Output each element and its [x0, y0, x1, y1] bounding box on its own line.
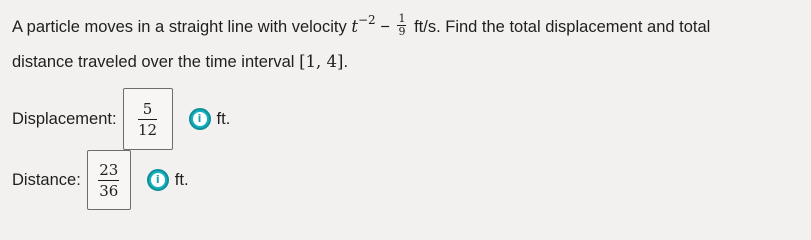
question-line-2 — [12, 45, 807, 79]
velocity-fraction-numerator: 1 — [398, 12, 406, 26]
info-icon[interactable] — [189, 108, 211, 130]
question-part2: ft/s. Find the total displacement and total — [409, 18, 711, 36]
info-icon[interactable] — [147, 169, 169, 191]
question-line2-text: distance traveled over the time interval — [12, 53, 300, 71]
minus-sign: − — [375, 18, 395, 36]
question-period: . — [343, 53, 349, 71]
distance-answer-box[interactable] — [87, 150, 131, 210]
displacement-numerator: 5 — [138, 100, 157, 120]
distance-label: Distance: — [12, 170, 81, 189]
distance-denominator: 36 — [99, 181, 119, 200]
velocity-fraction-denominator: 9 — [398, 25, 406, 39]
question-part1: A particle moves in a straight line with velocity — [12, 18, 352, 36]
velocity-exponent: −2 — [357, 13, 376, 27]
velocity-fraction — [397, 13, 406, 38]
distance-numerator: 23 — [99, 160, 119, 179]
distance-row — [12, 150, 189, 210]
displacement-answer-box[interactable] — [123, 88, 173, 150]
displacement-unit: ft. — [216, 109, 231, 128]
question-line-1 — [12, 10, 807, 45]
displacement-row — [12, 88, 230, 150]
time-interval: [1, 4] — [299, 52, 344, 71]
distance-unit: ft. — [174, 170, 189, 189]
info-icon-glyph: i — [151, 173, 165, 187]
info-icon-glyph: i — [193, 112, 207, 126]
displacement-denominator: 12 — [138, 120, 158, 139]
distance-fraction — [98, 161, 119, 200]
displacement-fraction — [138, 100, 157, 139]
displacement-label: Displacement: — [12, 109, 117, 128]
question-text — [12, 10, 807, 79]
velocity-base: t — [351, 17, 358, 36]
